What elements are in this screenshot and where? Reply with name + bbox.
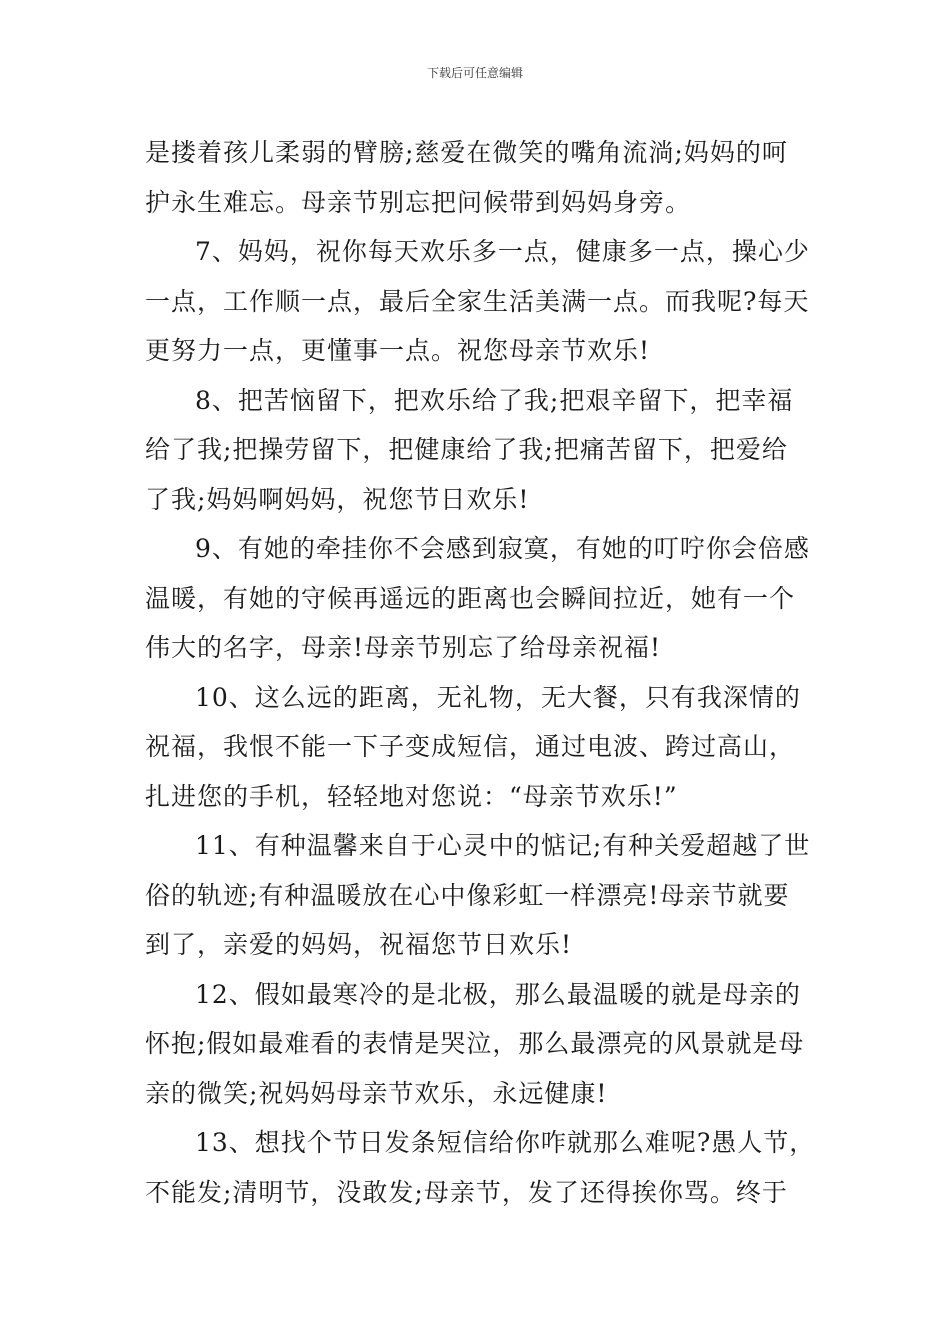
text-line: 温暖，有她的守候再遥远的距离也会瞬间拉近，她有一个 [145,583,796,613]
text-line: 7、妈妈，祝你每天欢乐多一点，健康多一点，操心少 [195,237,810,266]
text-line: 了我;妈妈啊妈妈，祝您节日欢乐! [145,484,530,514]
page-header: 下载后可任意编辑 [426,66,523,80]
text-line: 更努力一点，更懂事一点。祝您母亲节欢乐! [145,336,651,365]
text-line: 一点，工作顺一点，最后全家生活美满一点。而我呢?每天 [145,286,810,316]
text-line: 13、想找个节日发条短信给你咋就那么难呢?愚人节， [195,1128,816,1157]
document-body [145,128,816,1217]
text-line: 12、假如最寒冷的是北极，那么最温暖的就是母亲的 [195,979,801,1009]
text-line: 8、把苦恼留下，把欢乐给了我;把艰辛留下，把幸福 [195,385,794,415]
text-line: 给了我;把操劳留下，把健康给了我;把痛苦留下，把爱给 [145,435,788,464]
text-line: 10、这么远的距离，无礼物，无大餐，只有我深情的 [195,682,801,712]
text-line: 不能发;清明节，没敢发;母亲节，发了还得挨你骂。终于 [145,1177,788,1207]
text-line: 怀抱;假如最难看的表情是哭泣，那么最漂亮的风景就是母 [145,1029,805,1058]
text-line: 伟大的名字，母亲!母亲节别忘了给母亲祝福! [145,633,662,662]
text-line: 是搂着孩儿柔弱的臂膀;慈爱在微笑的嘴角流淌;妈妈的呵 [145,138,788,167]
text-line: 俗的轨迹;有种温暖放在心中像彩虹一样漂亮!母亲节就要 [145,880,790,910]
text-line: 扎进您的手机，轻轻地对您说：“母亲节欢乐!” [145,781,678,811]
text-line: 到了，亲爱的妈妈，祝福您节日欢乐! [145,930,573,959]
text-line: 亲的微笑;祝妈妈母亲节欢乐，永远健康! [145,1078,608,1108]
text-line: 祝福，我恨不能一下子变成短信，通过电波、跨过高山， [145,732,796,761]
text-line: 11、有种温馨来自于心灵中的惦记;有种关爱超越了世 [195,831,811,860]
text-line: 9、有她的牵挂你不会感到寂寞，有她的叮咛你会倍感 [195,534,810,563]
text-line: 护永生难忘。母亲节别忘把问候带到妈妈身旁。 [145,187,692,217]
